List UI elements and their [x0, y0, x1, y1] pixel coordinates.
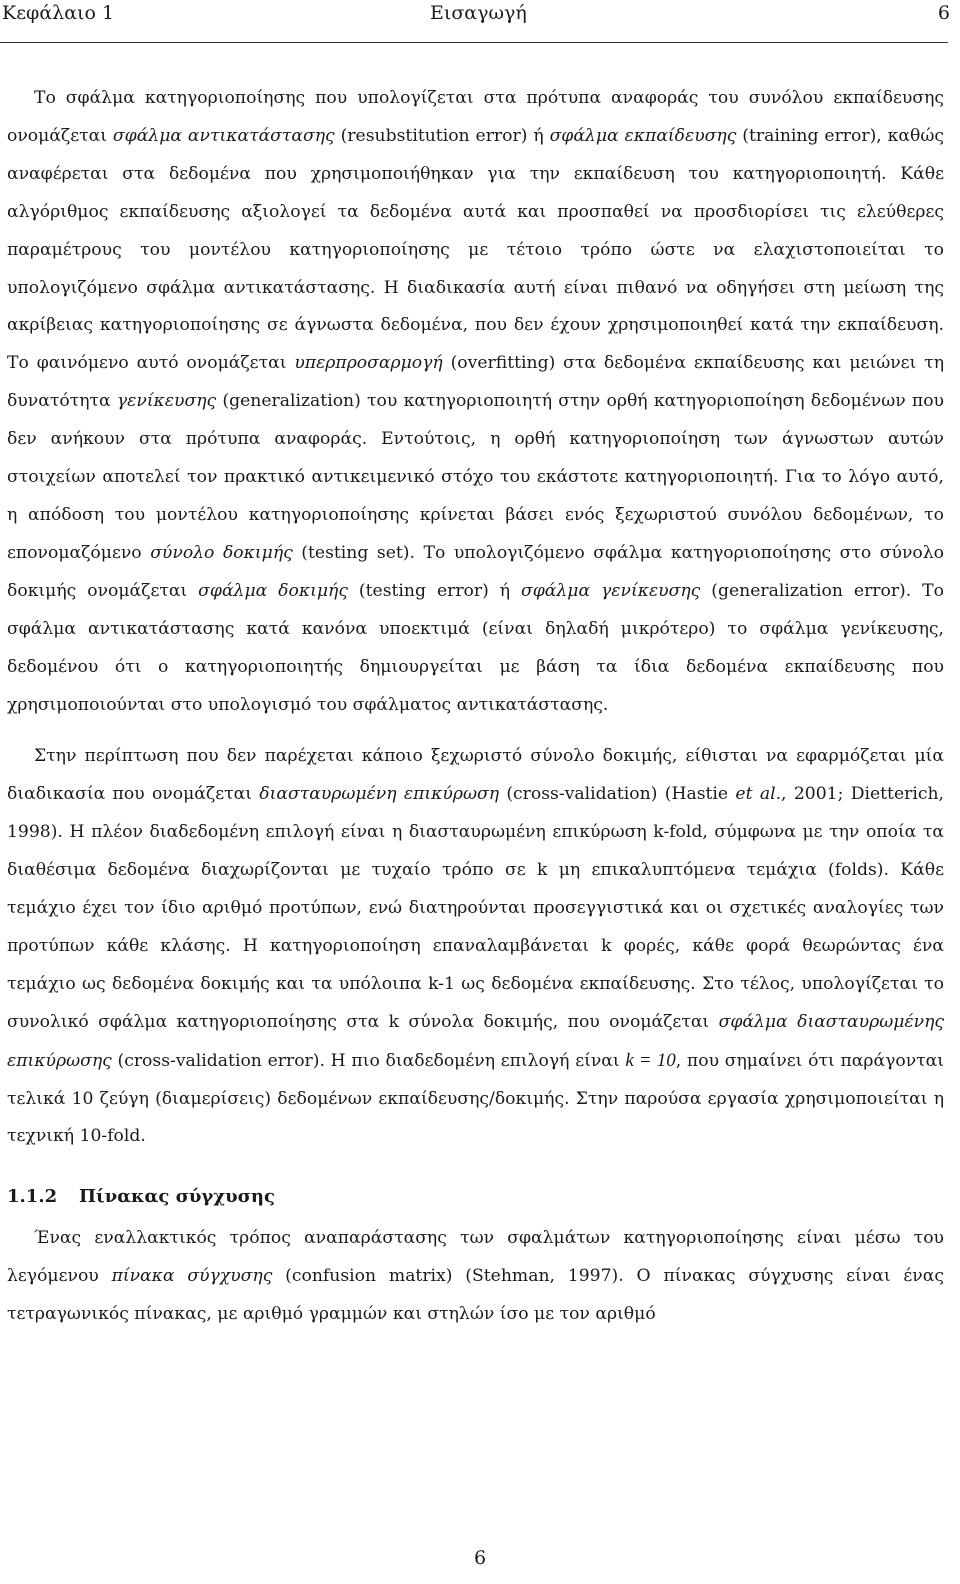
italic-term: σφάλμα δοκιμής — [198, 580, 348, 601]
italic-term: σφάλμα εκπαίδευσης — [549, 125, 737, 146]
text-run: (generalization) του κατηγοριοποιητή στην ορθή κατηγοριοποίηση δεδομένων που δεν ανήκουν στα πρότυπα αναφοράς. Εντούτοις, η ορθή κατηγοριοποίηση των άγνωστων αυτών στοιχείων αποτελεί τον πρακτικό αντικειμενικό στόχο του εκάστοτε κατηγοριοποιητή. Για το λόγο αυτό, η απόδοση του μοντέλου κατηγοριοποίησης κρίνεται βάσει ενός ξεχωριστού συνόλου δεδομένων, το επονομαζόμενο — [7, 391, 944, 563]
italic-term: et al. — [735, 784, 782, 805]
text-run: , 2001; Dietterich, 1998). Η πλέον διαδεδομένη επιλογή είναι η διασταυρωμένη επικύρωση k-fold, σύμφωνα με την οποία τα διαθέσιμα δεδομένα διαχωρίζονται με τυχαίο τρόπο σε k μη επικαλυπτόμενα τεμάχια (folds). Κάθε τεμάχιο έχει τον ίδιο αριθμό προτύπων, ενώ διατηρούνται προσεγγιστικά και οι σχετικές αναλογίες των προτύπων κάθε κλάσης. Η κατηγοριοποίηση επαναλαμβάνεται k φορές, κάθε φορά θεωρώντας ένα τεμάχιο ως δεδομένα δοκιμής και τα υπόλοιπα k-1 ως δεδομένα εκπαίδευσης. Στο τέλος, υπολογίζεται το συνολικό σφάλμα κατηγοριοποίησης στα k σύνολα δοκιμής, που ονομάζεται — [7, 784, 945, 1032]
paragraph-confusion-matrix — [7, 1220, 944, 1334]
text-run: (testing set). Το υπολογιζόμενο σφάλμα κατηγοριοποίησης στο σύνολο δοκιμής ονομάζεται — [7, 542, 944, 601]
paragraph-cross-validation — [7, 738, 944, 1156]
text-run: (overfitting) στα δεδομένα εκπαίδευσης και μειώνει τη δυνατότητα — [7, 353, 944, 412]
italic-term: σφάλμα διασταυρωμένης επικύρωσης — [7, 1011, 944, 1071]
text-run: (confusion matrix) (Stehman, 1997). Ο πίνακας σύγχυσης είναι ένας τετραγωνικός πίνακας, με αριθμό γραμμών και στηλών ίσο με τον αριθμό — [7, 1266, 944, 1325]
italic-term: σύνολο δοκιμής — [150, 542, 293, 563]
text-run: Το σφάλμα κατηγοριοποίησης που υπολογίζεται στα πρότυπα αναφοράς του συνόλου εκπαίδευσης ονομάζεται — [7, 88, 944, 146]
math-expression: k = 10 — [625, 1049, 676, 1071]
text-run: (generalization error). Το σφάλμα αντικατάστασης κατά κανόνα υποεκτιμά (είναι δηλαδή μικρότερο) το σφάλμα γενίκευσης, δεδομένου ότι ο κατηγοριοποιητής δημιουργείται με βάση τα ίδια δεδομένα εκπαίδευσης που χρησιμοποιούνται στο υπολογισμό του σφάλματος αντικατάστασης. — [7, 580, 944, 715]
text-run: (cross-validation error). Η πιο διαδεδομένη επιλογή είναι — [111, 1050, 626, 1071]
italic-term: υπερπροσαρμογή — [294, 353, 443, 374]
section-title: Πίνακας σύγχυσης — [79, 1186, 275, 1208]
italic-term: πίνακα σύγχυσης — [111, 1266, 273, 1287]
footer-page-number: 6 — [473, 1547, 487, 1569]
italic-term: σφάλμα αντικατάστασης — [112, 125, 335, 146]
chapter-title: Εισαγωγή — [430, 2, 527, 24]
text-run: Ένας εναλλακτικός τρόπος αναπαράστασης των σφαλμάτων κατηγοριοποίησης είναι μέσω του λεγόμενου — [7, 1228, 944, 1287]
text-run: Στην περίπτωση που δεν παρέχεται κάποιο ξεχωριστό σύνολο δοκιμής, είθισται να εφαρμόζεται μία διαδικασία που ονομάζεται — [7, 746, 944, 805]
text-run: , που σημαίνει ότι παράγονται τελικά 10 ζεύγη (διαμερίσεις) δεδομένων εκπαίδευσης/δοκιμής. Στην παρούσα εργασία χρησιμοποιείται η τεχνική 10-fold. — [7, 1050, 944, 1147]
text-run: (training error), καθώς αναφέρεται στα δεδομένα που χρησιμοποιήθηκαν για την εκπαίδευση του κατηγοριοποιητή. Κάθε αλγόριθμος εκπαίδευσης αξιολογεί τα δεδομένα αυτά και προσπαθεί να προσδιορίσει τις ελεύθερες παραμέτρους του μοντέλου κατηγοριοποίησης με τέτοιο τρόπο ώστε να ελαχιστοποιείται το υπολογιζόμενο σφάλμα αντικατάστασης. Η διαδικασία αυτή είναι πιθανό να οδηγήσει στη μείωση της ακρίβειας κατηγοριοποίησης σε άγνωστα δεδομένα, που δεν έχουν χρησιμοποιηθεί κατά την εκπαίδευση. Το φαινόμενο αυτό ονομάζεται — [7, 125, 944, 374]
text-run: (testing error) ή — [347, 580, 522, 601]
document-body — [7, 80, 944, 1334]
section-number: 1.1.2 — [7, 1186, 58, 1208]
chapter-label: Κεφάλαιο 1 — [2, 2, 115, 24]
text-run: (cross-validation) (Hastie — [499, 784, 736, 805]
header-rule — [0, 42, 948, 43]
header-page-number: 6 — [937, 2, 950, 24]
italic-term: διασταυρωμένη επικύρωση — [259, 784, 500, 805]
italic-term: γενίκευσης — [116, 391, 217, 412]
running-header — [0, 0, 960, 42]
italic-term: σφάλμα γενίκευσης — [521, 580, 701, 601]
paragraph-resubstitution-error — [7, 80, 944, 724]
section-heading — [7, 1178, 944, 1216]
text-run: (resubstitution error) ή — [334, 125, 550, 146]
